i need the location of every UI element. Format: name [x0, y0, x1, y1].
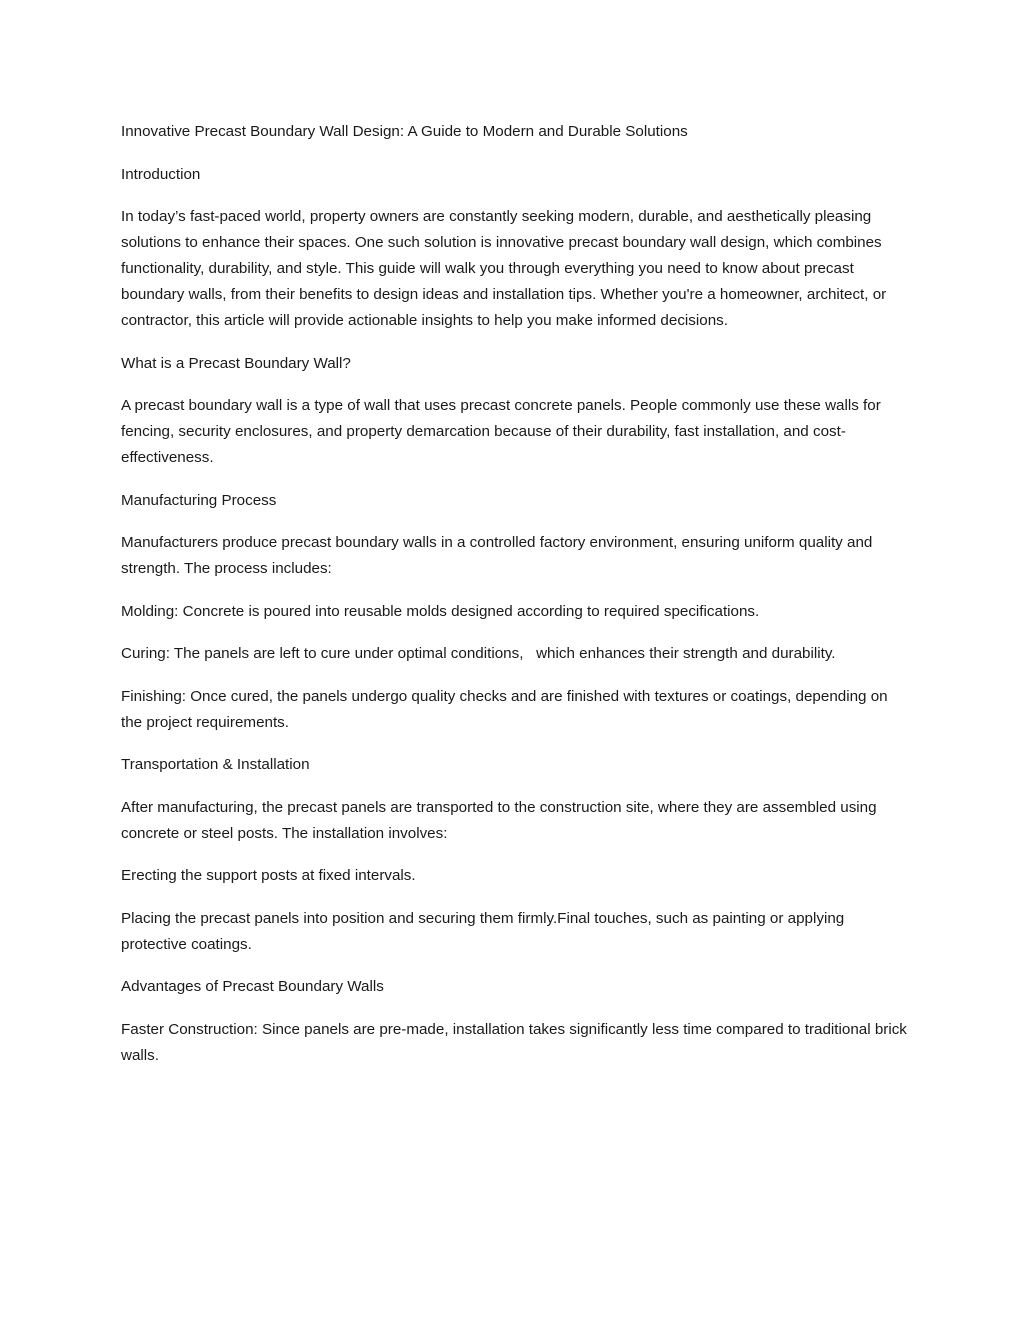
list-item-curing: Curing: The panels are left to cure under optimal conditions, which enhances their strength and durability.: [121, 645, 836, 662]
paragraph-introduction: In today’s fast-paced world, property owners are constantly seeking modern, durable, and aesthetically pleasing solutions to enhance their spaces. One such solution is innovative precast boundary wall design, which combines functionality, durability, and style. This guide will walk you through everything you need to know about precast boundary walls, from their benefits to design ideas and installation tips. Whether you're a homeowner, architect, or contractor, this article will provide actionable insights to help you make informed decisions.: [121, 208, 891, 329]
paragraph-manufacturing-process: Manufacturers produce precast boundary walls in a controlled factory environment, ensuring uniform quality and strength. The process includes:: [121, 534, 877, 577]
heading-advantages: Advantages of Precast Boundary Walls: [121, 978, 384, 995]
list-item-placing-panels: Placing the precast panels into position and securing them firmly.Final touches, such as painting or applying protective coatings.: [121, 909, 849, 953]
list-item-erecting-posts: Erecting the support posts at fixed intervals.: [121, 867, 416, 884]
document-title: Innovative Precast Boundary Wall Design: A Guide to Modern and Durable Solutions: [121, 123, 688, 140]
list-item-molding: Molding: Concrete is poured into reusable molds designed according to required specifications.: [121, 602, 760, 620]
heading-what-is-precast-wall: What is a Precast Boundary Wall?: [121, 354, 351, 372]
list-item-faster-construction: Faster Construction: Since panels are pre-made, installation takes significantly less time compared to traditional brick walls.: [121, 1020, 912, 1064]
list-item-finishing: Finishing: Once cured, the panels undergo quality checks and are finished with textures or coatings, depending on the project requirements.: [121, 687, 892, 731]
paragraph-what-is-precast-wall: A precast boundary wall is a type of wall that uses precast concrete panels. People commonly use these walls for fencing, security enclosures, and property demarcation because of their durability, fast installation, and cost-effectiveness.: [121, 397, 886, 466]
paragraph-transportation-installation: After manufacturing, the precast panels are transported to the construction site, where they are assembled using concrete or steel posts. The installation involves:: [121, 798, 881, 842]
heading-manufacturing-process: Manufacturing Process: [121, 491, 277, 509]
heading-introduction: Introduction: [121, 165, 201, 183]
document-body: [121, 119, 911, 1085]
heading-transportation-installation: Transportation & Installation: [121, 756, 310, 773]
